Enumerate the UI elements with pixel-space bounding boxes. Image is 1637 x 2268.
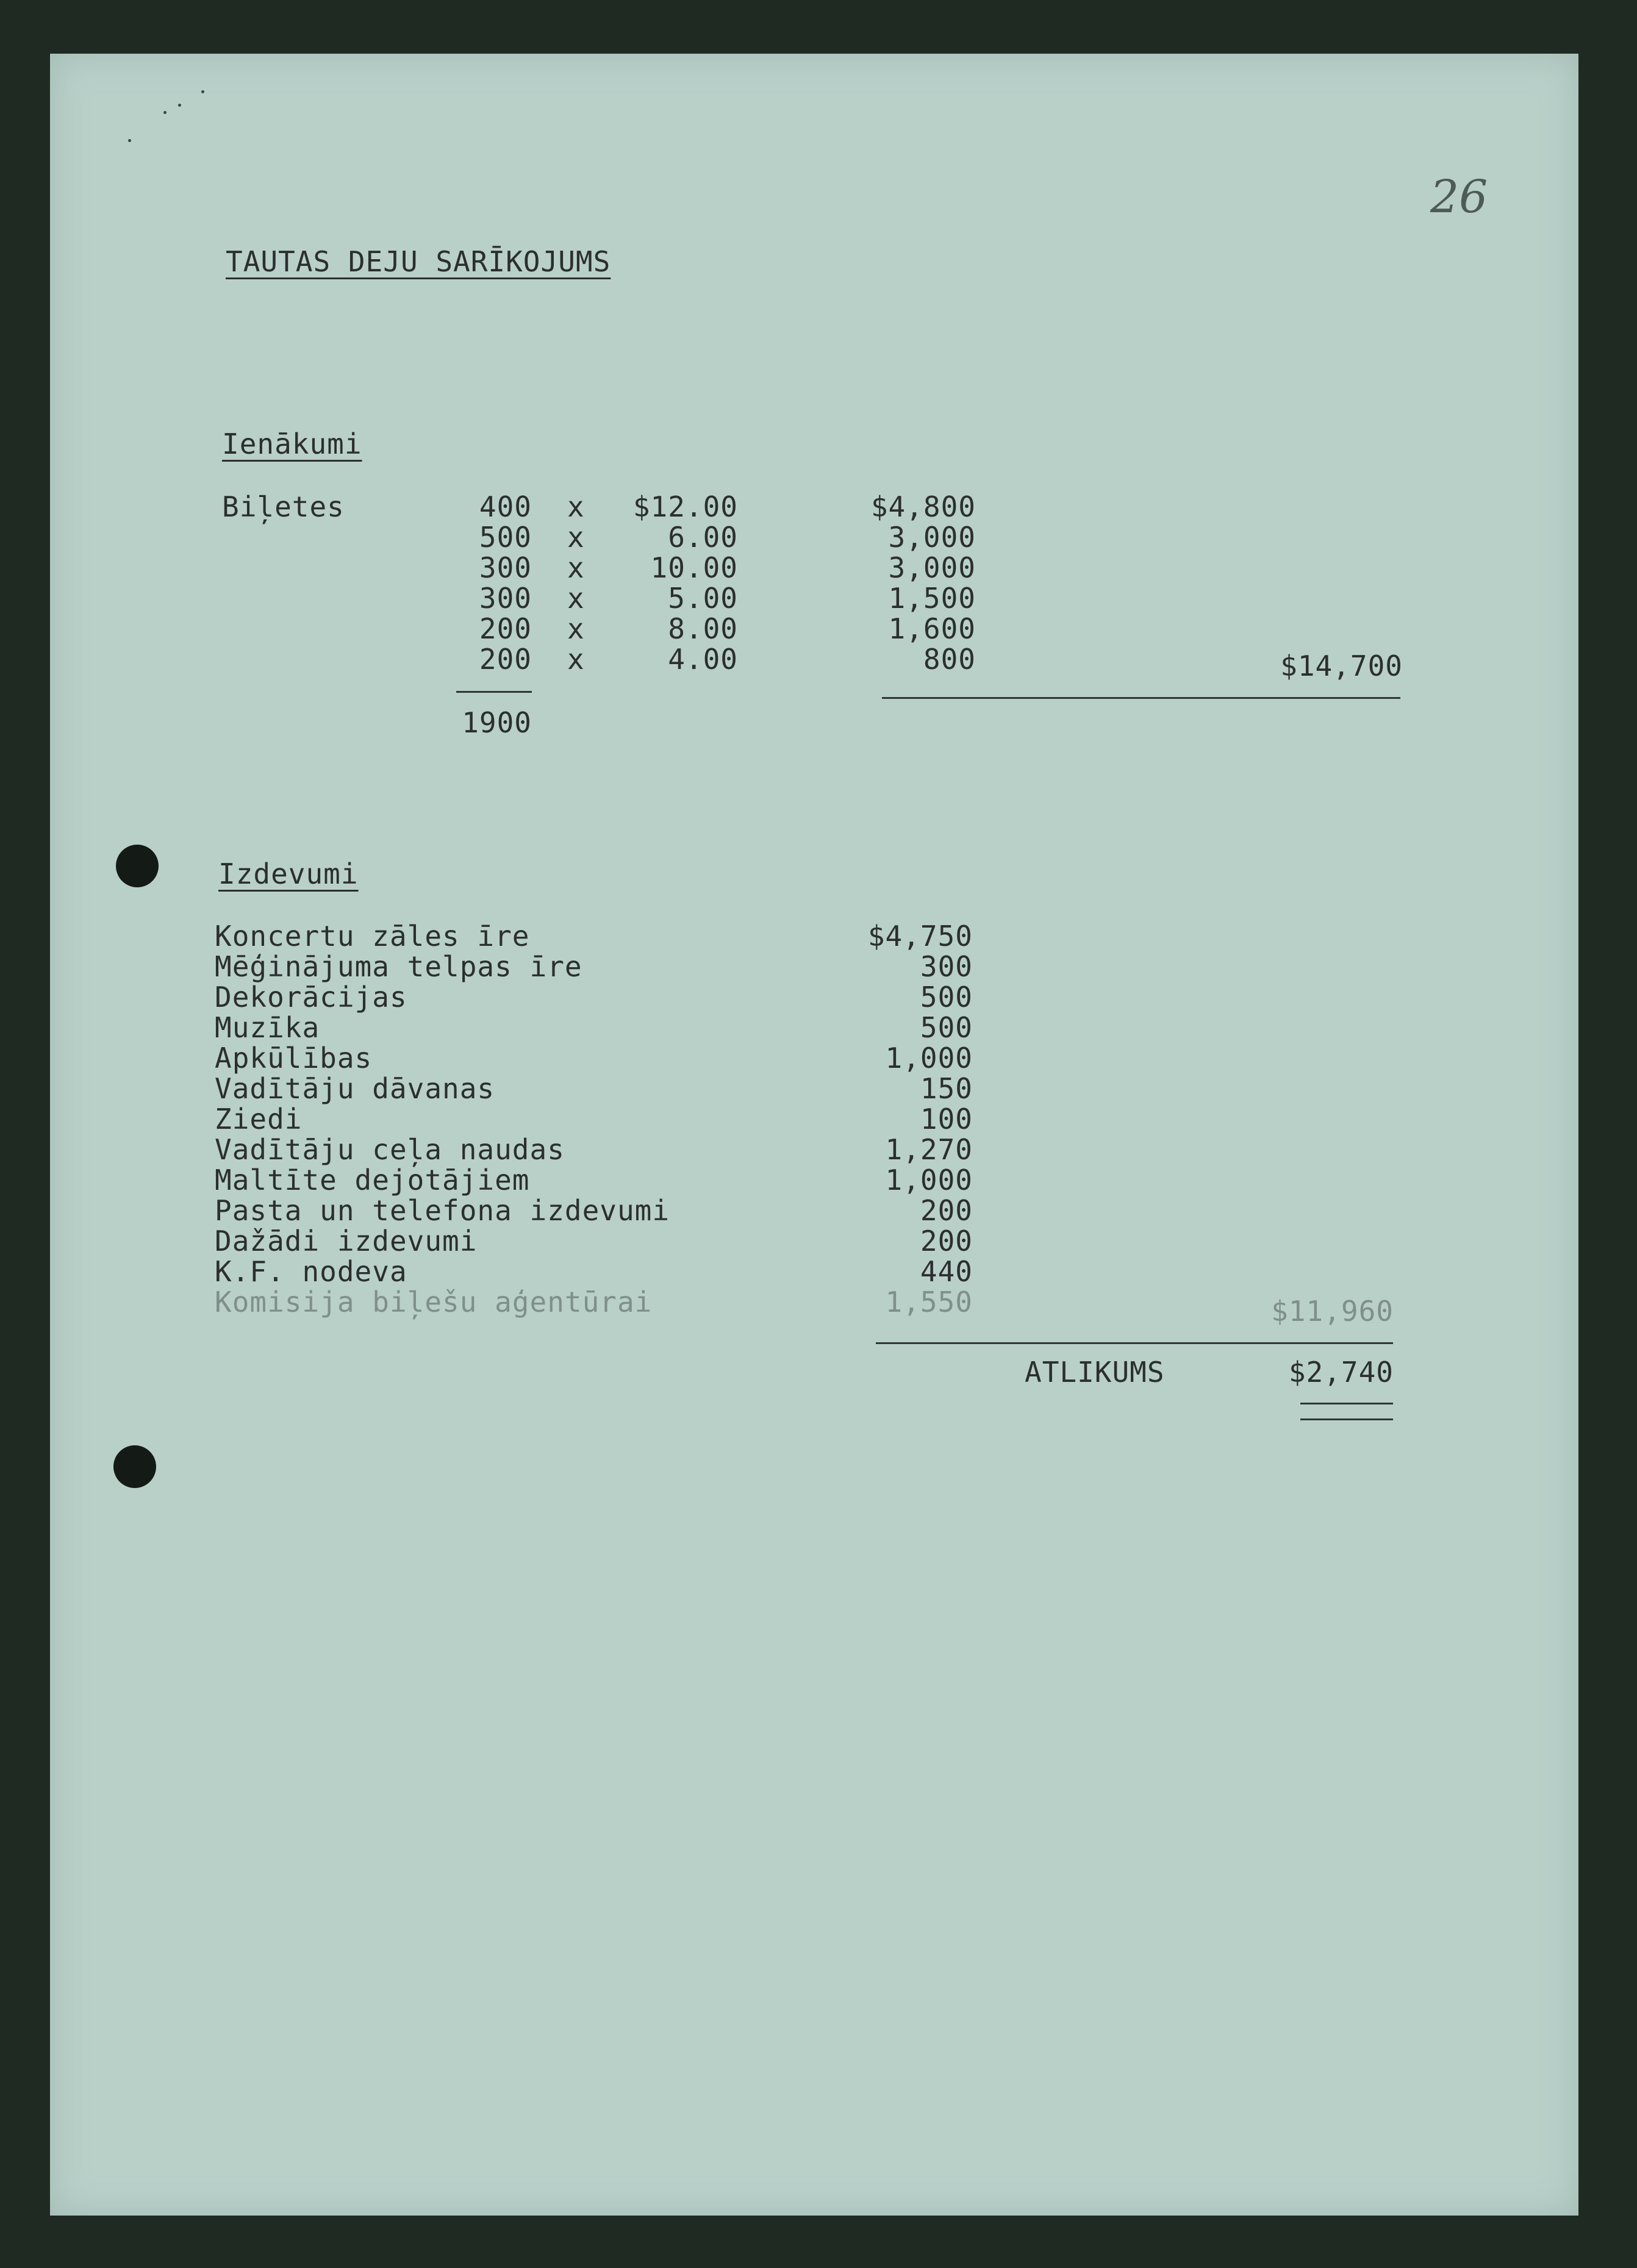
expense-amount: 1,550 [885,1286,973,1318]
document-title: TAUTAS DEJU SARĪKOJUMS [226,245,611,278]
income-total: $14,700 [1280,649,1403,682]
ticket-qty: 200 [479,612,532,645]
ticket-amount: 800 [923,643,976,676]
ticket-amount: 3,000 [888,551,976,584]
expenses-total-rule [876,1342,1393,1344]
page-number: 26 [1430,171,1488,223]
punch-hole [113,1445,156,1488]
expense-label: Vadītāju ceļa naudas [215,1133,565,1166]
punch-hole [116,845,159,887]
expense-label: Komisija biļešu aģentūrai [215,1286,653,1318]
expense-label: Pasta un telefona izdevumi [215,1194,670,1227]
ticket-multiply: x [567,490,585,523]
expense-amount: 1,000 [885,1042,973,1075]
expense-label: Ziedi [215,1103,303,1136]
expense-amount: 500 [920,1011,973,1044]
expense-label: Vadītāju dāvanas [215,1072,495,1105]
expense-amount: 100 [920,1103,973,1136]
qty-total-rule [456,691,532,693]
expense-label: Dažādi izdevumi [215,1225,478,1257]
ticket-price: 6.00 [668,521,738,554]
ticket-price: $12.00 [632,490,738,523]
expense-amount: 150 [920,1072,973,1105]
expense-amount: 1,270 [885,1133,973,1166]
income-heading: Ienākumi [222,427,362,460]
expense-label: Muzīka [215,1011,320,1044]
ticket-qty: 500 [479,521,532,554]
expense-label: Koncertu zāles īre [215,920,530,953]
tickets-label: Biļetes [222,490,345,523]
ticket-multiply: x [567,582,585,615]
paper-speck [163,111,167,114]
ticket-amount: $4,800 [870,490,976,523]
expense-label: Dekorācijas [215,981,407,1014]
balance-double-rule-top [1300,1403,1393,1404]
expense-label: Apkūlības [215,1042,373,1075]
ticket-qty: 300 [479,551,532,584]
ticket-price: 4.00 [668,643,738,676]
balance-label: ATLIKUMS [1025,1356,1165,1389]
expense-amount: 500 [920,981,973,1014]
expense-amount: $4,750 [867,920,973,953]
expenses-heading: Izdevumi [218,857,359,890]
ticket-amount: 1,600 [888,612,976,645]
expense-amount: 1,000 [885,1164,973,1197]
paper-speck [201,90,204,93]
ticket-price: 10.00 [650,551,738,584]
expenses-total: $11,960 [1271,1295,1394,1328]
paper-speck [128,139,131,142]
ticket-multiply: x [567,612,585,645]
ticket-multiply: x [567,521,585,554]
expense-label: Mēģinājuma telpas īre [215,950,582,983]
qty-total: 1900 [462,706,532,739]
ticket-qty: 300 [479,582,532,615]
ticket-price: 5.00 [668,582,738,615]
ticket-qty: 200 [479,643,532,676]
balance-double-rule-bottom [1300,1418,1393,1420]
ticket-multiply: x [567,551,585,584]
expense-label: K.F. nodeva [215,1255,407,1288]
expense-amount: 300 [920,950,973,983]
ticket-amount: 1,500 [888,582,976,615]
income-total-rule [882,697,1400,699]
ticket-multiply: x [567,643,585,676]
ticket-price: 8.00 [668,612,738,645]
expense-amount: 200 [920,1225,973,1257]
expense-label: Maltīte dejotājiem [215,1164,530,1197]
ticket-amount: 3,000 [888,521,976,554]
balance-amount: $2,740 [1288,1356,1394,1389]
paper-speck [178,104,181,107]
expense-amount: 200 [920,1194,973,1227]
expense-amount: 440 [920,1255,973,1288]
ticket-qty: 400 [479,490,532,523]
